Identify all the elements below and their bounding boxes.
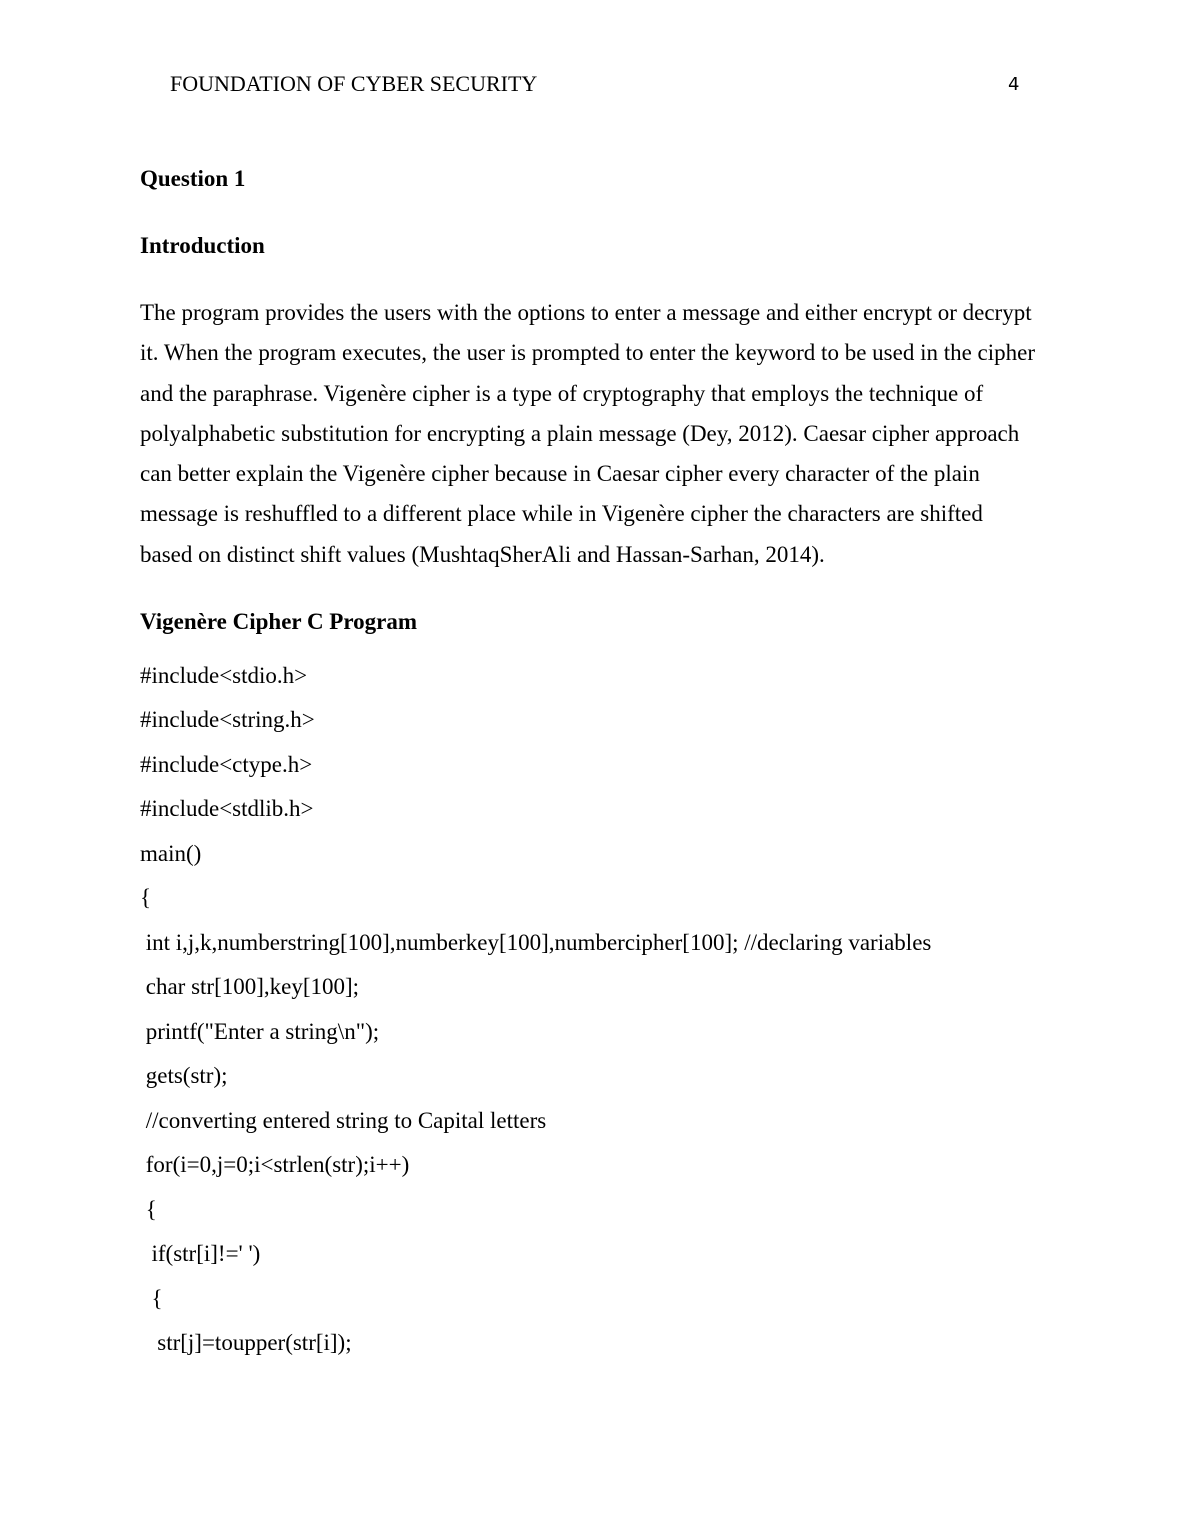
paragraph-line: message is reshuffled to a different place while in Vigenère cipher the characters are shifted	[140, 501, 983, 527]
code-line: {	[140, 885, 152, 911]
code-line: {	[140, 1196, 157, 1222]
intro-paragraph	[140, 293, 1035, 575]
running-head: FOUNDATION OF CYBER SECURITY	[170, 71, 538, 96]
page-number: 4	[1008, 74, 1020, 95]
code-listing	[140, 654, 931, 1366]
code-line: //converting entered string to Capital letters	[140, 1107, 547, 1133]
paragraph-line: based on distinct shift values (MushtaqSherAli and Hassan-Sarhan, 2014).	[140, 541, 825, 567]
code-line: main()	[140, 840, 202, 866]
program-heading: Vigenère Cipher C Program	[140, 609, 418, 634]
code-line: #include<string.h>	[140, 707, 315, 733]
code-line: printf("Enter a string\n");	[140, 1018, 380, 1044]
code-line: for(i=0,j=0;i<strlen(str);i++)	[140, 1152, 410, 1178]
code-line: #include<stdio.h>	[140, 663, 308, 688]
code-line: #include<stdlib.h>	[140, 796, 314, 822]
paragraph-line: and the paraphrase. Vigenère cipher is a type of cryptography that employs the technique of	[140, 380, 984, 406]
code-line: int i,j,k,numberstring[100],numberkey[100],numbercipher[100]; //declaring variables	[140, 929, 932, 955]
paragraph-line: The program provides the users with the options to enter a message and either encrypt or decrypt	[140, 300, 1032, 325]
code-line: gets(str);	[140, 1063, 228, 1089]
paragraph-line: can better explain the Vigenère cipher because in Caesar cipher every character of the plain	[140, 461, 980, 487]
question-heading: Question 1	[140, 166, 246, 191]
code-line: {	[140, 1285, 163, 1311]
code-line: if(str[i]!=' ')	[140, 1241, 261, 1267]
paragraph-line: polyalphabetic substitution for encrypting a plain message (Dey, 2012). Caesar cipher approach	[140, 420, 1020, 446]
code-line: char str[100],key[100];	[140, 974, 360, 1000]
intro-heading: Introduction	[140, 233, 265, 258]
code-line: str[j]=toupper(str[i]);	[140, 1330, 352, 1356]
paragraph-line: it. When the program executes, the user is prompted to enter the keyword to be used in the cipher	[140, 340, 1036, 366]
code-line: #include<ctype.h>	[140, 751, 313, 777]
